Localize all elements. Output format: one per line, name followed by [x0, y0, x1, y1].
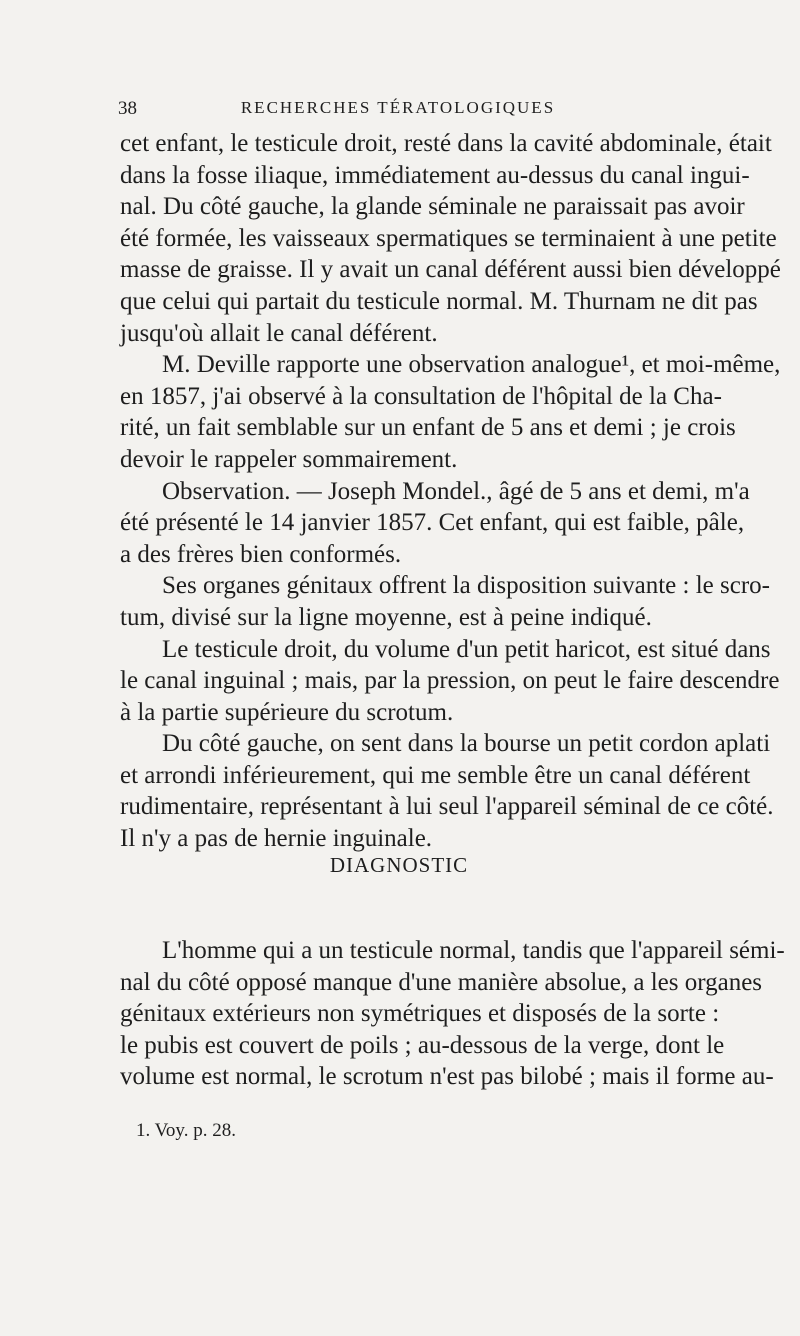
- text-line: génitaux extérieurs non symétriques et disposés de la sorte :: [120, 1000, 720, 1028]
- text-line: le pubis est couvert de poils ; au-dessous de la verge, dont le: [120, 1031, 725, 1059]
- text-line: L'homme qui a un testicule normal, tandis que l'appareil sémi-: [162, 937, 785, 964]
- text-line: en 1857, j'ai observé à la consultation de l'hôpital de la Cha-: [120, 382, 722, 410]
- text-line: devoir le rappeler sommairement.: [120, 445, 458, 473]
- text-line: M. Deville rapporte une observation analogue¹, et moi-même,: [162, 351, 781, 379]
- page-number: 38: [118, 98, 137, 119]
- text-line: été formée, les vaisseaux spermatiques se terminaient à une petite: [120, 224, 777, 252]
- body-text: [120, 128, 781, 855]
- text-line: que celui qui partait du testicule normal. M. Thurnam ne dit pas: [120, 287, 758, 315]
- footnote: 1. Voy. p. 28.: [136, 1120, 236, 1141]
- text-line: nal. Du côté gauche, la glande séminale ne paraissait pas avoir: [120, 193, 745, 221]
- section-title: DIAGNOSTIC: [329, 853, 469, 877]
- text-line: Ses organes génitaux offrent la disposition suivante : le scro-: [162, 572, 770, 600]
- text-line: jusqu'où allait le canal déférent.: [120, 319, 438, 347]
- text-line: tum, divisé sur la ligne moyenne, est à peine indiqué.: [120, 603, 652, 631]
- text-line: à la partie supérieure du scrotum.: [120, 698, 454, 726]
- text-line: le canal inguinal ; mais, par la pression, on peut le faire descendre: [120, 667, 780, 695]
- text-line: rité, un fait semblable sur un enfant de 5 ans et demi ; je crois: [120, 414, 736, 442]
- text-line: masse de graisse. Il y avait un canal déférent aussi bien développé: [120, 256, 781, 284]
- text-line: Il n'y a pas de hernie inguinale.: [120, 825, 433, 853]
- text-line: a des frères bien conformés.: [120, 540, 402, 568]
- text-line: rudimentaire, représentant à lui seul l'appareil séminal de ce côté.: [120, 793, 774, 821]
- page-header: [118, 98, 678, 120]
- text-line: Du côté gauche, on sent dans la bourse un petit cordon aplati: [162, 730, 771, 758]
- text-line: nal du côté opposé manque d'une manière absolue, a les organes: [120, 968, 763, 996]
- text-line: été présenté le 14 janvier 1857. Cet enfant, qui est faible, pâle,: [120, 509, 745, 537]
- text-line: volume est normal, le scrotum n'est pas bilobé ; mais il forme au-: [120, 1063, 774, 1091]
- text-line: et arrondi inférieurement, qui me semble être un canal déférent: [120, 761, 751, 789]
- diagnostic-text: [120, 935, 785, 1093]
- running-head: RECHERCHES TÉRATOLOGIQUES: [240, 98, 556, 117]
- text-line: cet enfant, le testicule droit, resté dans la cavité abdominale, était: [120, 130, 772, 157]
- text-line: Le testicule droit, du volume d'un petit haricot, est situé dans: [162, 635, 771, 663]
- observation-line: Observation. — Joseph Mondel., âgé de 5 ans et demi, m'a: [162, 477, 750, 505]
- text-line: dans la fosse iliaque, immédiatement au-dessus du canal ingui-: [120, 161, 750, 189]
